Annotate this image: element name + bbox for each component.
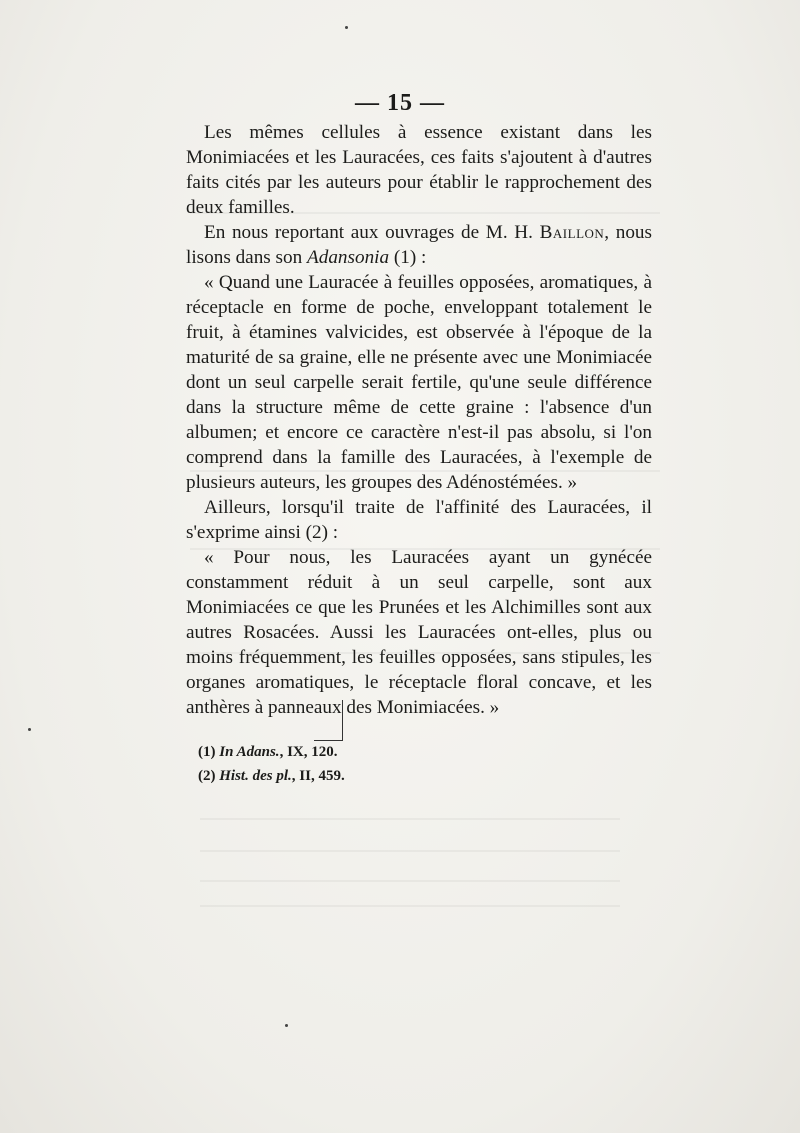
ink-speck xyxy=(285,1024,288,1027)
show-through-line xyxy=(200,880,620,882)
show-through-line xyxy=(200,850,620,852)
ink-speck xyxy=(345,26,348,29)
page-number: — 15 — xyxy=(355,90,445,116)
footnote-reference: Hist. des pl. xyxy=(219,768,292,784)
quotation: « Pour nous, les Lauracées ayant un gynécée constamment réduit à un seul carpelle, sont aux Monimiacées ce que les Prunées et les Alchimilles sont aux autres Rosacées. Aussi les Lauracées ont-elles, plus ou moins fréquemment, les feuilles opposées, sans stipules, les organes aromatiques, le réceptacle floral concave, et les anthères à panneaux des Monimiacées. » xyxy=(186,547,652,718)
footnote-reference: In Adans. xyxy=(219,744,280,760)
paragraph-text: En nous reportant aux ouvrages de M. H. xyxy=(204,222,540,243)
paragraph: Ailleurs, lorsqu'il traite de l'affinité des Lauracées, il s'exprime ainsi (2) : xyxy=(186,497,652,543)
show-through-line xyxy=(200,905,620,907)
quotation: « Quand une Lauracée à feuilles opposées, aromatiques, à réceptacle en forme de poche, enveloppant totalement le fruit, à étamines valvicides, est observée à l'époque de la maturité de sa graine, elle ne présente avec une Monimiacée dont un seul carpelle serait fertile, qu'une seule différence dans la structure même de cette graine : l'absence d'un albumen; et encore ce caractère n'est-il pas absolu, si l'on comprend dans la famille des Lauracées, à l'exemple de plusieurs auteurs, les groupes des Adénostémées. » xyxy=(186,272,652,493)
show-through-line xyxy=(200,818,620,820)
footnote-number: (2) xyxy=(198,768,216,784)
work-title: Adansonia xyxy=(307,247,390,268)
footnote-number: (1) xyxy=(198,744,216,760)
footnote xyxy=(198,740,498,764)
paragraph-text: , nous lisons dans son xyxy=(186,222,652,268)
paragraph xyxy=(186,220,652,270)
ink-speck xyxy=(28,728,31,731)
footnotes xyxy=(198,740,498,788)
pencil-bracket-mark xyxy=(314,700,343,741)
footnote-text: , II, 459. xyxy=(291,768,345,784)
paragraph-text: (1) : xyxy=(389,247,427,268)
paragraph: Les mêmes cellules à essence existant dans les Monimiacées et les Lauracées, ces faits s'ajoutent à d'autres faits cités par les auteurs pour établir le rapprochement des deux familles. xyxy=(186,122,652,218)
body-text xyxy=(186,120,652,720)
footnote-text: , IX, 120. xyxy=(279,744,338,760)
footnote xyxy=(198,764,498,788)
author-name: Baillon xyxy=(539,222,605,243)
